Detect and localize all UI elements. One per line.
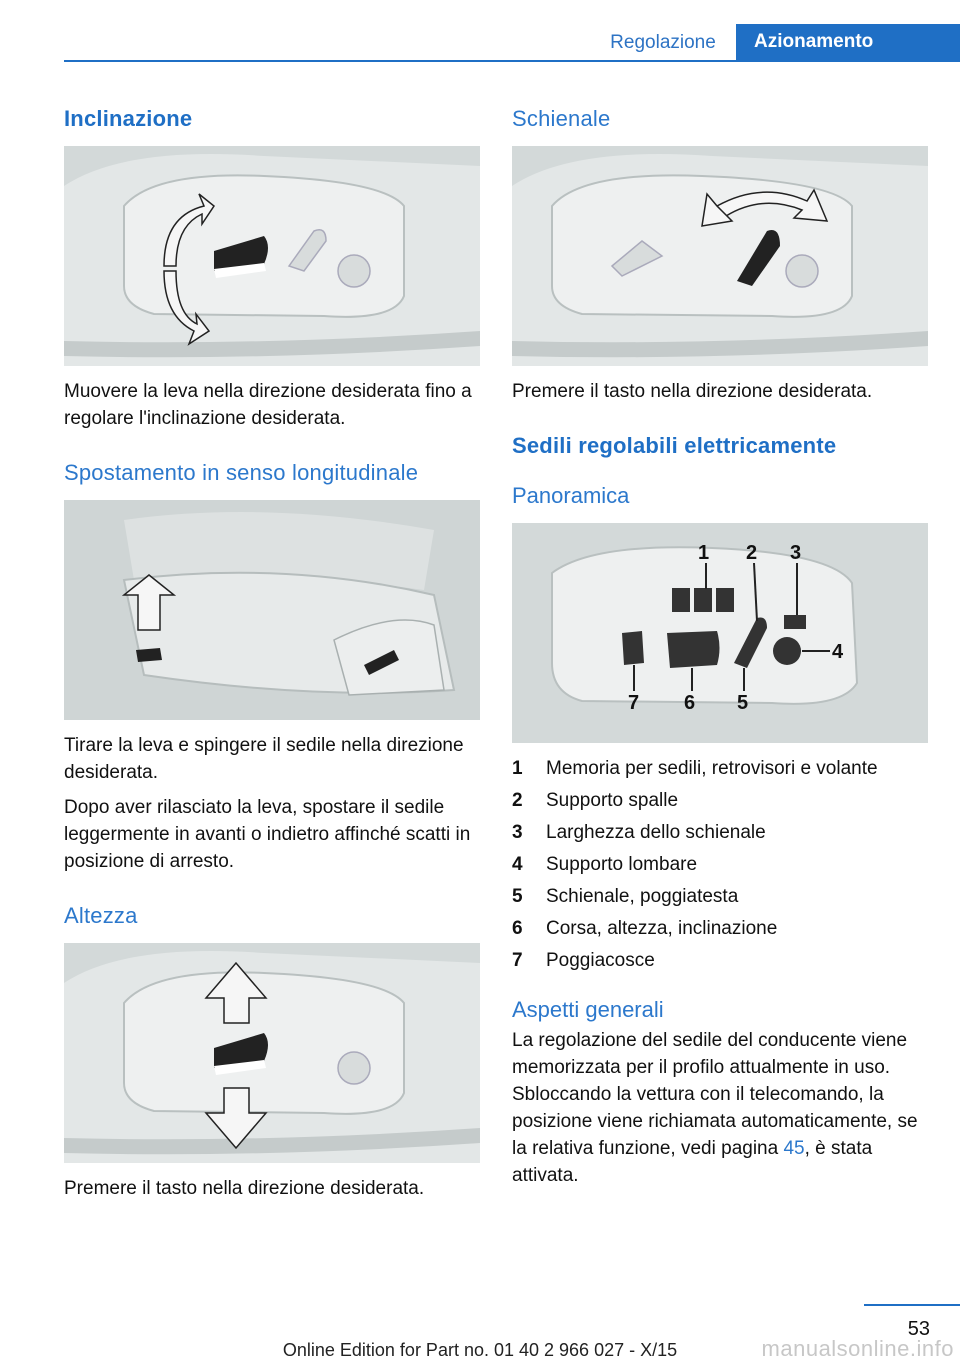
seat-controls-illustration [512,523,928,743]
page-45-link[interactable]: 45 [783,1138,805,1159]
list-item: 2 Supporto spalle [512,790,679,811]
figure-schienale [512,146,928,366]
list-item: 5 Schienale, poggiatesta [512,886,739,907]
callout-4: 4 [832,641,844,663]
figure-spostamento [64,500,480,720]
text-altezza: Premere il tasto nella direzione desiderata. [64,1178,425,1199]
heading-altezza: Altezza [64,903,138,928]
list-item: 1 Memoria per sedili, retrovisori e volante [512,758,878,779]
backrest-illustration [512,146,928,366]
page-header [0,0,960,64]
figure-panoramica [512,523,928,743]
footer-rule [864,1304,960,1306]
figure-altezza [64,943,480,1163]
seat-height-illustration [64,943,480,1163]
callout-5: 5 [737,692,749,714]
controls-list [512,753,928,977]
heading-panoramica: Panoramica [512,483,630,508]
callout-7: 7 [628,692,640,714]
list-item: 4 Supporto lombare [512,854,698,875]
text-inclinazione: Muovere la leva nella direzione desiderata fino a regolare l'inclinazione desiderata. [64,381,472,429]
list-item: 7 Poggiacosce [512,950,655,971]
text-aspetti: La regolazione del sedile del conducente viene memorizzata per il profilo attualmente in uso. Sbloccando la vettura con il telecomando, la posizione viene richiamata automaticamente, se la relativa funzione, vedi pagina 45, è stata attivata. [512,1030,918,1186]
tab-azionamento[interactable]: Azionamento [736,24,960,60]
edition-line: Online Edition for Part no. 01 40 2 966 027 - X/15 [282,1340,678,1360]
callout-1: 1 [698,542,710,564]
list-item: 6 Corsa, altezza, inclinazione [512,918,778,939]
watermark: manualsonline.info [761,1336,954,1361]
heading-schienale: Schienale [512,106,611,131]
seat-recline-illustration [64,146,480,366]
list-item: 3 Larghezza dello schienale [512,822,766,843]
text-spostamento-1: Tirare la leva e spingere il sedile nella direzione desiderata. [64,735,464,783]
heading-spostamento: Spostamento in senso longitudinale [64,460,419,485]
seat-slide-illustration [64,500,480,720]
left-column [64,96,480,1202]
text-schienale: Premere il tasto nella direzione desiderata. [512,381,873,402]
heading-inclinazione: Inclinazione [64,106,193,131]
page-number: 53 [907,1318,930,1340]
heading-aspetti: Aspetti generali [512,997,664,1022]
text-spostamento-2: Dopo aver rilasciato la leva, spostare il sedile leggermente in avanti o indietro affinché scatti in posizione di arresto. [64,797,471,872]
callout-6: 6 [684,692,696,714]
right-column [512,96,928,1189]
heading-sedili: Sedili regolabili elettricamente [512,433,837,458]
tab-regolazione[interactable]: Regolazione [610,32,716,53]
callout-3: 3 [790,542,802,564]
header-rule [64,60,960,62]
figure-inclinazione [64,146,480,366]
callout-2: 2 [746,542,758,564]
